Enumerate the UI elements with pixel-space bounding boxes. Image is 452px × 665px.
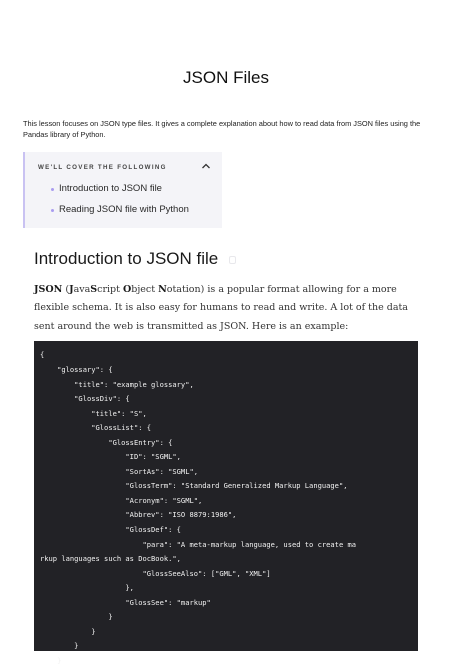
code-line: } [40, 627, 96, 636]
section-paragraph: JSON (JavaScript Object Notation) is a popular format allowing for a more flexible schema. It is also easy for humans to read and write. A lot of the data sent around the web is transmitted as JSON. Here is an example: [34, 284, 408, 332]
code-line: "GlossSeeAlso": ["GML", "XML"] [40, 569, 271, 578]
code-block[interactable] [34, 341, 418, 665]
page-title: JSON Files [183, 68, 269, 87]
code-line: "para": "A meta-markup language, used to create ma [40, 540, 357, 549]
json-term: JSON [34, 284, 63, 295]
chevron-up-icon[interactable] [201, 162, 211, 170]
lesson-intro: This lesson focuses on JSON type files. It gives a complete explanation about how to read data from JSON files using the Pandas library of Python. [23, 119, 421, 139]
code-line: "Abbrev": "ISO 8879:1986", [40, 510, 237, 519]
code-line: }, [40, 583, 134, 592]
code-line: "GlossTerm": "Standard Generalized Markup Language", [40, 481, 348, 490]
code-line: "title": "S", [40, 409, 147, 418]
toc-header: WE'LL COVER THE FOLLOWING [38, 164, 167, 171]
code-line: "GlossList": { [40, 423, 152, 432]
code-line: "Acronym": "SGML", [40, 496, 203, 505]
code-line: "GlossDef": { [40, 525, 181, 534]
code-line: } [40, 656, 62, 665]
toc-item-reading-json[interactable]: Reading JSON file with Python [59, 204, 189, 215]
toc-panel [23, 152, 222, 228]
bullet-icon [51, 209, 54, 212]
section-heading: Introduction to JSON file [34, 249, 219, 268]
code-line: } [40, 641, 79, 650]
code-line: "ID": "SGML", [40, 452, 181, 461]
code-line: rkup languages such as DocBook.", [40, 554, 181, 563]
code-line: "glossary": { [40, 365, 113, 374]
code-line: } [40, 612, 113, 621]
code-line: { [40, 350, 45, 359]
code-line: "GlossSee": "markup" [40, 598, 211, 607]
bullet-icon [51, 188, 54, 191]
code-line: "GlossDiv": { [40, 394, 130, 403]
toc-item-introduction[interactable]: Introduction to JSON file [59, 183, 162, 194]
link-anchor-icon[interactable] [229, 256, 236, 264]
code-line: "SortAs": "SGML", [40, 467, 199, 476]
code-line: "GlossEntry": { [40, 438, 173, 447]
code-line: "title": "example glossary", [40, 380, 194, 389]
